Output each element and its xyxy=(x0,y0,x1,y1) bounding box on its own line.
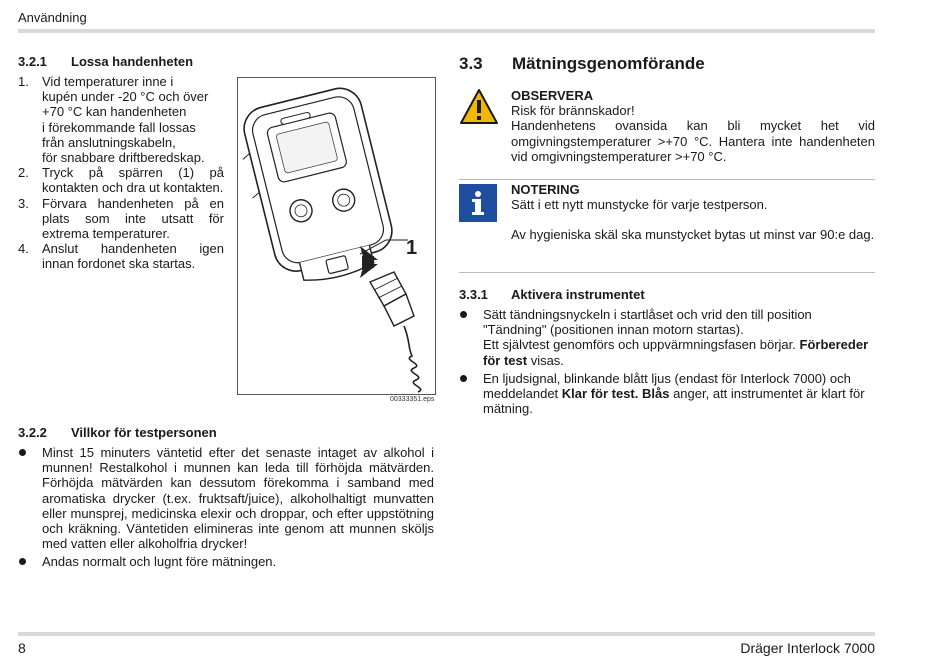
warning-title: OBSERVERA xyxy=(511,88,594,103)
info-title: NOTERING xyxy=(511,182,580,197)
section-3-2-2-heading xyxy=(18,425,217,440)
warning-triangle-icon xyxy=(459,88,499,131)
bullet-icon xyxy=(460,311,467,318)
running-header: Användning xyxy=(18,10,87,25)
list-item xyxy=(18,241,224,271)
warning-body xyxy=(511,88,875,164)
bullet-text-line xyxy=(483,371,875,417)
bullet-text: visas. xyxy=(530,352,564,368)
step-number: 4. xyxy=(18,241,29,257)
bullet-text: Ett självtest genomförs och uppvärmningsfasen börjar. xyxy=(483,337,796,353)
step-line: +70 °C kan handenheten xyxy=(42,104,187,120)
list-item xyxy=(18,165,224,195)
step-number: 3. xyxy=(18,195,29,211)
list-item xyxy=(18,445,434,551)
info-notice xyxy=(459,182,875,268)
handset-illustration xyxy=(237,77,436,395)
step-line: Förvara handenheten på en xyxy=(42,195,224,211)
section-title: Lossa handenheten xyxy=(71,54,194,69)
activation-list xyxy=(459,307,875,416)
bullet-text: En ljudsignal, blinkande blått ljus (endast för Interlock 7000) och meddelandet xyxy=(483,370,851,402)
bullet-text: Sätt tändningsnyckeln i startlåset och vrid den till position "Tändning" (positionen innan motorn startas). xyxy=(483,307,812,338)
list-item xyxy=(18,554,434,569)
section-3-3-heading xyxy=(459,54,705,74)
info-text: Sätt i ett nytt munstycke för varje testperson. xyxy=(511,197,768,213)
step-line: innan fordonet ska startas. xyxy=(42,256,196,272)
divider xyxy=(459,272,875,273)
header-rule xyxy=(18,29,875,33)
section-title: Villkor för testpersonen xyxy=(71,425,217,440)
list-item xyxy=(459,307,875,368)
step-line: från anslutningskabeln, xyxy=(42,134,176,150)
step-line: plats som inte utsatt för xyxy=(42,210,224,226)
divider xyxy=(459,179,875,180)
info-icon xyxy=(459,184,497,227)
callout-number: 1 xyxy=(406,237,418,259)
bullet-icon xyxy=(460,375,467,382)
bullet-text: Minst 15 minuters väntetid efter det senaste intaget av alkohol i munnen! Restalkohol i munnen kan leda till förhöjda mätvärden. Förhöjda mätvärden kan dessutom förekomma i samband med aromatiska drycker (t.ex. fruktsaft/juice), alkoholhaltigt munvatten eller munsprej, medicinska elexir och droppar, och efter uppstötning och kräkning. Väntetiden elimineras inte genom att munnen sköljs med vatten eller alkoholfria drycker! xyxy=(42,445,434,552)
section-title: Aktivera instrumentet xyxy=(511,287,645,302)
step-number: 2. xyxy=(18,165,29,181)
product-title: Dräger Interlock 7000 xyxy=(740,640,875,656)
warning-notice xyxy=(459,88,875,174)
step-line: för snabbare driftberedskap. xyxy=(42,150,205,166)
bullet-icon xyxy=(19,558,26,565)
section-number: 3.2.1 xyxy=(18,54,47,69)
step-line: Anslut handenheten igen xyxy=(42,241,224,257)
warning-text: Handenhetens ovansida kan bli mycket het vid omgivningstemperaturer >+70 °C. Hantera inte handenheten vid omgivningstemperaturer >+70 °C. xyxy=(511,118,875,164)
display-message: Förbereder för test xyxy=(483,337,869,368)
step-line: kontakten och dra ut kontakten. xyxy=(42,180,224,196)
bullet-text-line xyxy=(483,337,875,367)
section-3-2-1-heading xyxy=(18,54,193,69)
list-item xyxy=(18,196,224,242)
footer-rule xyxy=(18,632,875,636)
section-title: Mätningsgenomförande xyxy=(512,54,705,73)
section-number: 3.3.1 xyxy=(459,287,488,302)
bullet-icon xyxy=(19,449,26,456)
section-number: 3.3 xyxy=(459,54,483,73)
conditions-list xyxy=(18,445,434,570)
bullet-text: anger, att instrumentet är klart för mätning. xyxy=(483,386,865,417)
figure-code: 00333351.eps xyxy=(390,396,435,403)
info-body xyxy=(511,182,875,243)
step-line: extrema temperaturer. xyxy=(42,226,170,242)
step-line: kupén under -20 °C och över xyxy=(42,89,209,105)
steps-list xyxy=(18,74,224,272)
section-number: 3.2.2 xyxy=(18,425,47,440)
list-item xyxy=(459,371,875,417)
step-line: Tryck på spärren (1) på xyxy=(42,165,224,181)
bullet-text: Andas normalt och lugnt före mätningen. xyxy=(42,554,277,570)
step-number: 1. xyxy=(18,74,29,89)
list-item xyxy=(18,74,224,165)
page-number: 8 xyxy=(18,640,26,656)
step-line: Vid temperaturer inne i xyxy=(42,74,174,89)
section-3-3-1-heading xyxy=(459,287,645,302)
step-line: i förekommande fall lossas xyxy=(42,119,196,135)
handset-drawing xyxy=(238,78,435,394)
display-message: Klar för test. Blås xyxy=(561,386,670,402)
info-text: Av hygieniska skäl ska munstycket bytas ut minst var 90:e dag. xyxy=(511,227,875,243)
warning-text: Risk för brännskador! xyxy=(511,103,635,119)
